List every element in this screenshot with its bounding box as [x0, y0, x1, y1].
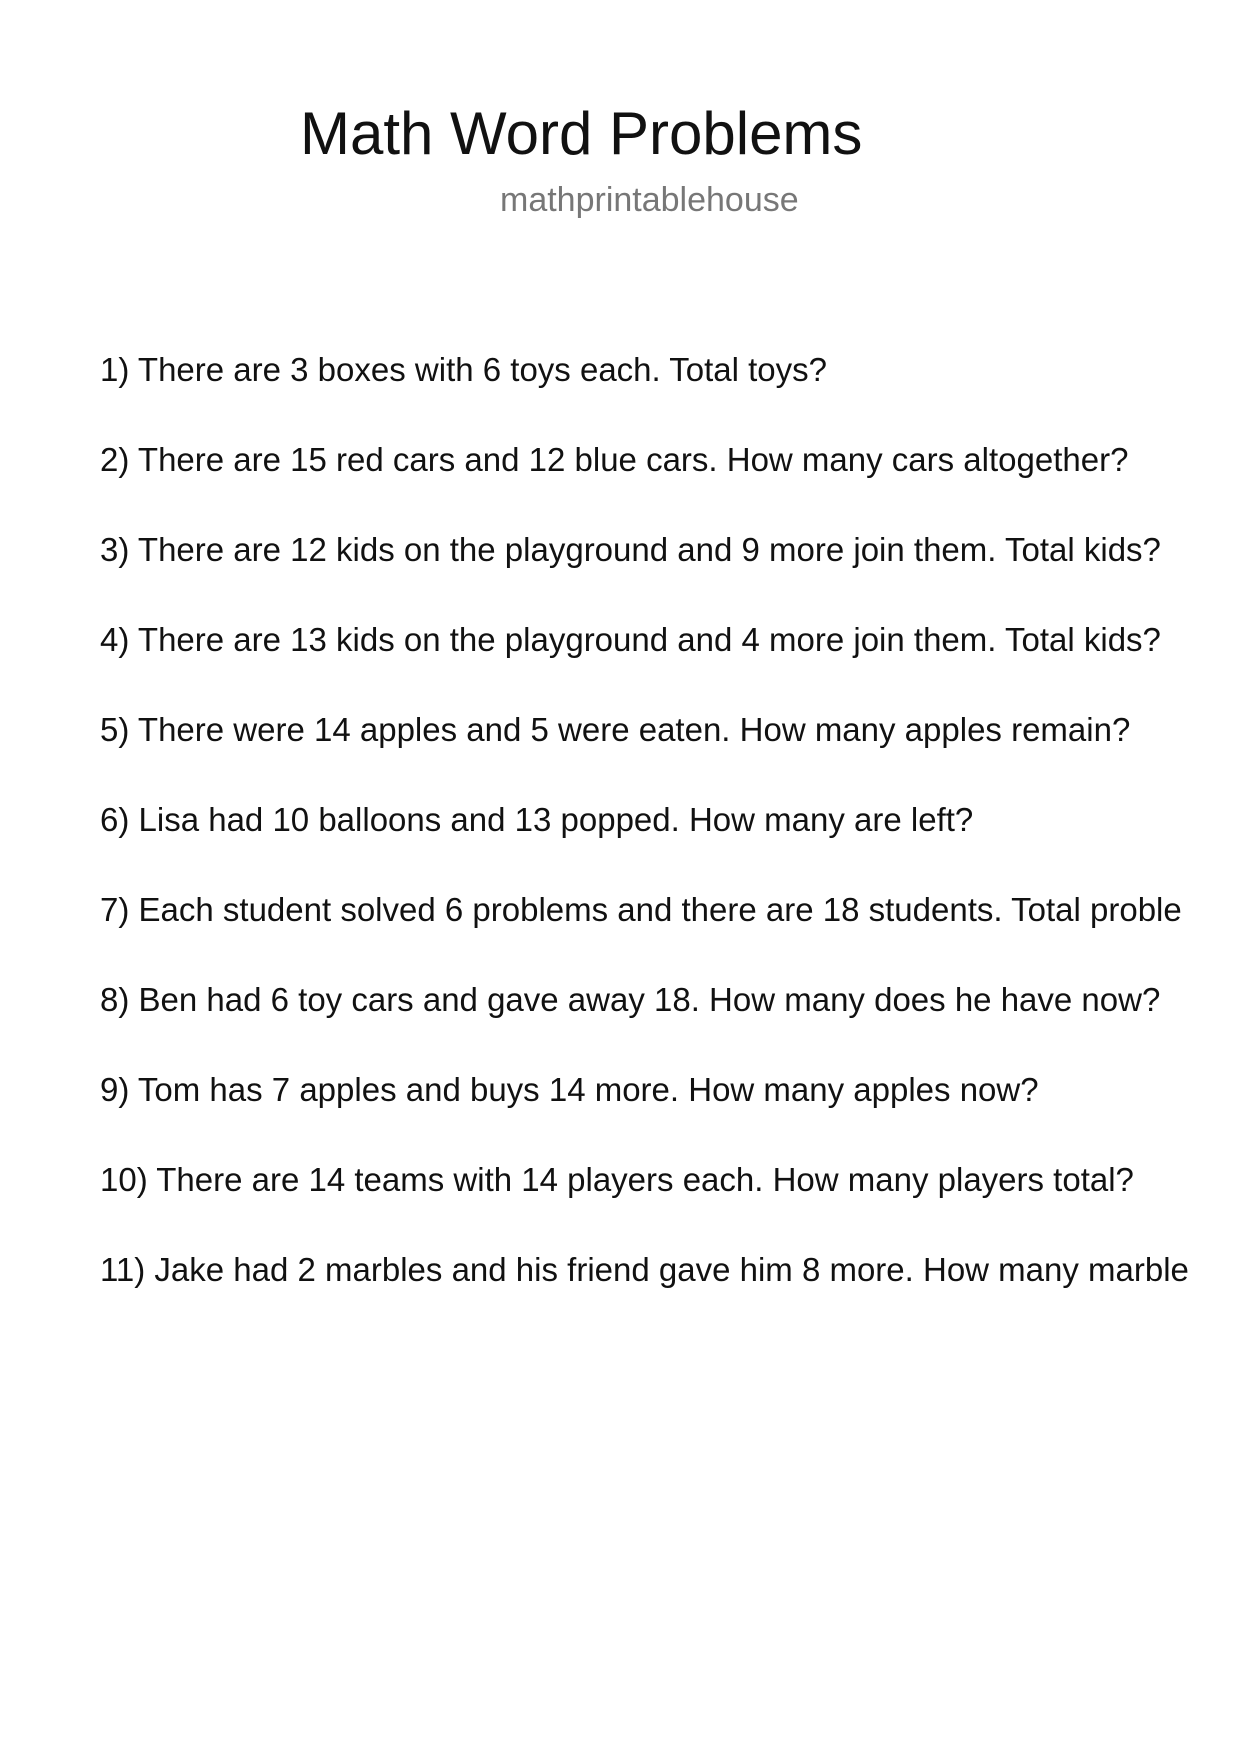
- problem-item-10: 10) There are 14 teams with 14 players each. How many players total?: [100, 1161, 1134, 1198]
- problem-item-11: 11) Jake had 2 marbles and his friend gave him 8 more. How many marble: [100, 1251, 1189, 1288]
- problem-item-5: 5) There were 14 apples and 5 were eaten. How many apples remain?: [100, 711, 1131, 748]
- problem-item-9: 9) Tom has 7 apples and buys 14 more. How many apples now?: [100, 1071, 1039, 1108]
- problem-item-3: 3) There are 12 kids on the playground and 9 more join them. Total kids?: [100, 531, 1161, 568]
- page-subtitle: mathprintablehouse: [500, 181, 799, 219]
- problem-item-6: 6) Lisa had 10 balloons and 13 popped. How many are left?: [100, 801, 974, 838]
- problem-item-2: 2) There are 15 red cars and 12 blue cars. How many cars altogether?: [100, 441, 1129, 478]
- problem-item-7: 7) Each student solved 6 problems and there are 18 students. Total proble: [100, 891, 1182, 928]
- problem-item-4: 4) There are 13 kids on the playground and 4 more join them. Total kids?: [100, 621, 1161, 658]
- problem-list: [100, 347, 1240, 1337]
- problem-item-1: 1) There are 3 boxes with 6 toys each. Total toys?: [100, 351, 828, 388]
- page-title: Math Word Problems: [300, 100, 863, 167]
- problem-item-8: 8) Ben had 6 toy cars and gave away 18. How many does he have now?: [100, 981, 1161, 1018]
